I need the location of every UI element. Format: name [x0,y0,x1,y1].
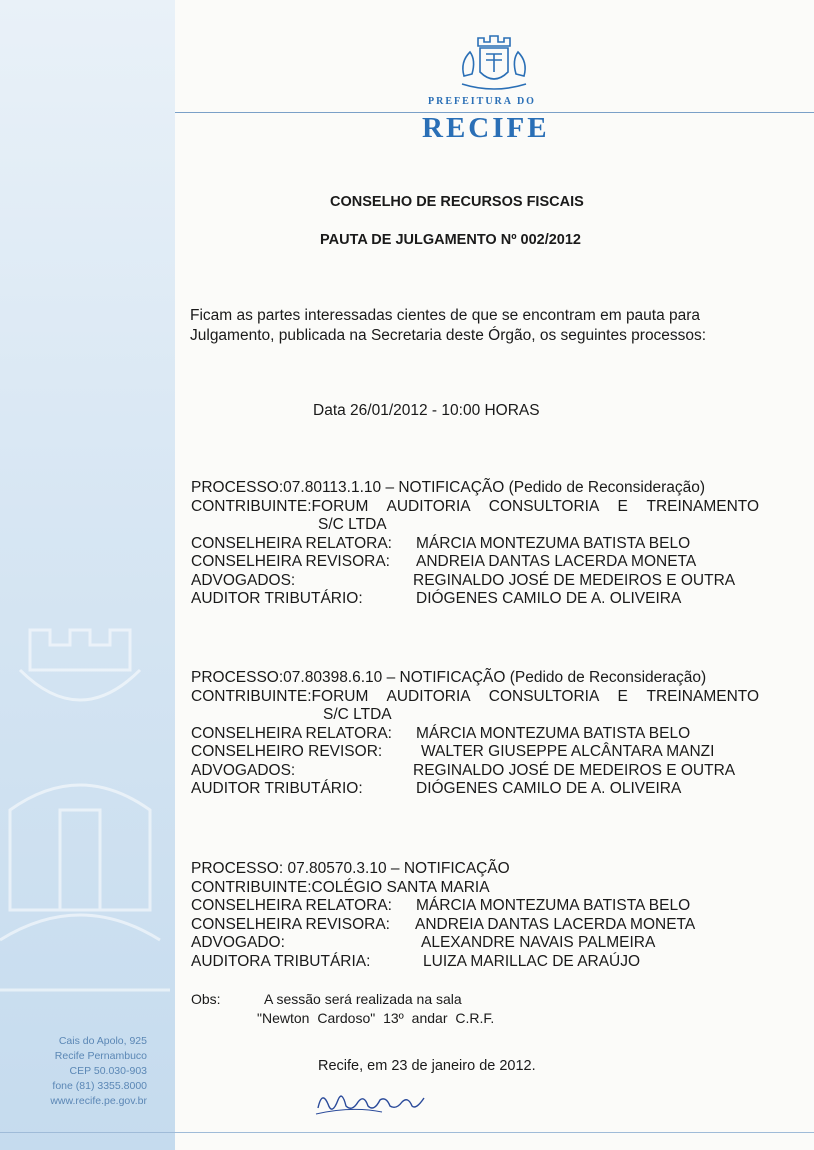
process-number-text: PROCESSO:07.80113.1.10 – NOTIFICAÇÃO (Pedido de Reconsideração) [191,479,706,496]
role-value: LUIZA MARILLAC DE ARAÚJO [423,952,641,970]
council-title: CONSELHO DE RECURSOS FISCAIS [330,194,584,210]
role-value: ANDREIA DANTAS LACERDA MONETA [416,553,697,570]
phone-line: fone (81) 3355.8000 [52,1080,147,1092]
city-wordmark: RECIFE [422,112,550,144]
intro-paragraph [190,306,706,346]
taxpayer-word: TREINAMENTO [646,497,760,515]
obs-text-line: A sessão será realizada na sala [264,991,462,1007]
cep-line: CEP 50.030-903 [69,1065,147,1077]
role-label: AUDITOR TRIBUTÁRIO: [191,590,363,607]
taxpayer-word: CONTRIBUINTE:FORUM [191,497,369,515]
role-value: ANDREIA DANTAS LACERDA MONETA [415,915,696,933]
role-value: REGINALDO JOSÉ DE MEDEIROS E OUTRA [413,571,736,589]
sidebar-band [0,0,175,1150]
taxpayer-suffix: S/C LTDA [318,516,387,533]
role-label: CONSELHEIRO REVISOR: [191,743,383,760]
intro-line: Ficam as partes interessadas cientes de que se encontram em pauta para [190,307,701,324]
role-value: MÁRCIA MONTEZUMA BATISTA BELO [416,897,691,914]
agenda-title: PAUTA DE JULGAMENTO Nº 002/2012 [320,232,581,248]
role-value: MÁRCIA MONTEZUMA BATISTA BELO [416,724,691,742]
taxpayer-word: E [617,497,628,515]
taxpayer-word: CONSULTORIA [488,687,599,705]
taxpayer-word: CONSULTORIA [488,497,599,515]
city-arms-watermark [0,610,170,1030]
footer-rule [0,1132,814,1133]
contact-block [50,1034,147,1109]
address-line: Cais do Apolo, 925 [58,1035,147,1047]
role-value: DIÓGENES CAMILO DE A. OLIVEIRA [416,590,682,607]
role-value: MÁRCIA MONTEZUMA BATISTA BELO [416,534,691,552]
taxpayer-word: AUDITORIA [386,497,470,515]
taxpayer-word: AUDITORIA [386,687,470,705]
handwritten-signature [312,1082,442,1122]
role-label: ADVOGADO: [191,934,285,951]
website-link[interactable]: www.recife.pe.gov.br [50,1095,147,1107]
role-label: ADVOGADOS: [191,761,296,779]
city-line: Recife Pernambuco [54,1050,147,1062]
role-label: CONSELHEIRA RELATORA: [191,897,392,914]
role-label: CONSELHEIRA REVISORA: [191,553,390,570]
role-label: CONSELHEIRA REVISORA: [191,915,390,933]
role-value: WALTER GIUSEPPE ALCÂNTARA MANZI [421,743,715,760]
obs-text-line: "Newton Cardoso" 13º andar C.R.F. [257,1010,495,1026]
taxpayer-name [191,498,759,517]
role-value: REGINALDO JOSÉ DE MEDEIROS E OUTRA [413,761,736,779]
taxpayer-name [191,688,759,707]
taxpayer-suffix: S/C LTDA [323,706,392,723]
role-label: CONSELHEIRA RELATORA: [191,534,392,552]
coat-of-arms-logo [456,32,532,94]
process-number-text: PROCESSO:07.80398.6.10 – NOTIFICAÇÃO (Pedido de Reconsideração) [191,669,707,686]
place-and-date: Recife, em 23 de janeiro de 2012. [318,1058,536,1074]
session-date: Data 26/01/2012 - 10:00 HORAS [313,402,540,419]
taxpayer-word: TREINAMENTO [646,687,760,705]
prefeitura-label: PREFEITURA DO [428,96,536,107]
role-label: AUDITOR TRIBUTÁRIO: [191,780,363,797]
role-value: ALEXANDRE NAVAIS PALMEIRA [421,934,656,951]
obs-label: Obs: [191,991,221,1007]
role-label: CONSELHEIRA RELATORA: [191,724,392,742]
taxpayer-word: CONTRIBUINTE:FORUM [191,687,369,705]
role-value: DIÓGENES CAMILO DE A. OLIVEIRA [416,780,682,797]
taxpayer-name: CONTRIBUINTE:COLÉGIO SANTA MARIA [191,878,490,896]
process-number-text: PROCESSO: 07.80570.3.10 – NOTIFICAÇÃO [191,860,510,877]
role-label: ADVOGADOS: [191,571,296,589]
taxpayer-word: E [617,687,628,705]
role-label: AUDITORA TRIBUTÁRIA: [191,952,371,970]
intro-line: Julgamento, publicada na Secretaria deste Órgão, os seguintes processos: [190,327,707,344]
